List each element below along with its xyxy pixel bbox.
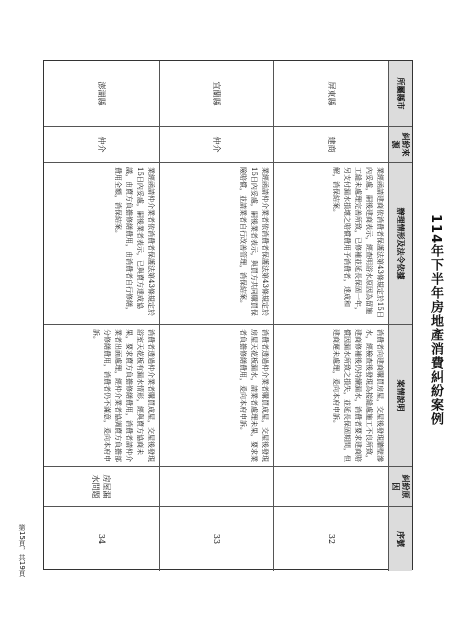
row32-reason [273, 467, 388, 507]
page-number: 第15頁，共19頁 [18, 523, 26, 577]
dispute-table [43, 60, 413, 570]
header-county: 所屬縣市 [388, 61, 412, 127]
row34-handling: 業經函請仲介業者依消費者保護法第43條規定於15日內妥處，嗣後業者表示，已與賣方達成協議，由賣方負擔修繕費用，由消費者自行修繕，費用全額，消保結案。 [44, 163, 159, 325]
row33-description: 消費者透過仲介業者購買成屋，交屋後發現房屋天花板漏水，請業者處理未果，要求業者負擔修繕費用，爰向本府申訴。 [159, 325, 274, 467]
row34-county: 澎湖縣 [44, 61, 159, 127]
row33-seq: 33 [159, 507, 274, 571]
row33-source: 仲介 [159, 127, 274, 163]
row32-handling: 業經函請建商依消費者保護法第43條規定於15日內妥處，嗣後建商表示，經查明浴水原因為留施工縫未處理完善所致，已修補並延長保固一年，另支付漏水損壞之賠償費用予消費者，達成和解，消保結案。 [273, 163, 388, 325]
header-reason: 糾紛原因 [388, 467, 412, 507]
row34-description: 消費者透過仲介業者購買成屋，交屋後發現浴室天花板有漏水情形，經與賣方協商未果，要求賣方負擔修繕費用，消費者請仲介業者出面處理，經仲介業者協調賣方負擔部分修繕費用，消費者仍不滿意，爰向本府申訴。 [44, 325, 159, 467]
row34-reason: 房屋漏水問題 [44, 467, 159, 507]
row33-reason [159, 467, 274, 507]
page-title: 114年下半年房地產消費糾紛案例 [428, 213, 443, 427]
row33-handling: 業經函請仲介業者依消費者保護法第43條規定於15日內妥處，嗣後業者表示，與買方共同購買保險賠償，並請業者自行改善管理，消保結案。 [159, 163, 274, 325]
header-description: 案情說明 [388, 325, 412, 467]
header-source: 糾紛來源 [388, 127, 412, 163]
row32-description: 消費者向建商購買房屋，交屋後發現牆壁滲水，經檢查後發現為接縫處施工不良所致，建商修補後仍持續漏水，消費者要求建商賠償因漏水所致之損失，並延長保固期間，但建商遲未處理，爰向本府申訴。 [273, 325, 388, 467]
header-seq: 序號 [388, 507, 412, 571]
row34-source: 仲介 [44, 127, 159, 163]
row32-county: 屏東縣 [273, 61, 388, 127]
row34-seq: 34 [96, 533, 106, 545]
row33-county: 宜蘭縣 [159, 61, 274, 127]
row32-source: 建商 [273, 127, 388, 163]
row32-seq: 32 [273, 507, 388, 571]
header-handling: 辦理情形及法令依據 [388, 163, 412, 325]
